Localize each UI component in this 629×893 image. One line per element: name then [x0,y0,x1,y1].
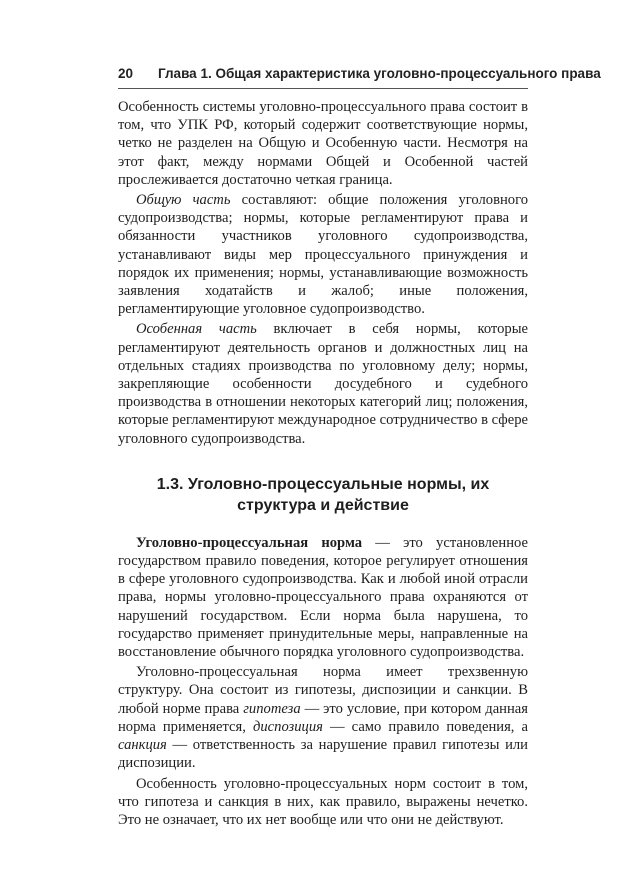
body-text [118,98,528,831]
term-norm: Уголовно-процессуальная норма [136,534,363,551]
running-head [118,66,601,82]
header-rule [118,88,528,89]
paragraph-norm-feature: Особенность уголовно-процессуальных норм состоит в том, что гипотеза и санкция в них, как правило, выражены нечетко. Это не означает, что их нет вообще или что они не действуют. [118,775,528,828]
term-hypothesis: гипотеза [243,700,301,717]
section-heading: 1.3. Уголовно-процессуальные нормы, их структура и действие [156,475,490,514]
term-sanction: санкция [118,737,167,754]
page-number: 20 [118,66,134,81]
structure-text-b: — это условие, при котором данная норма применяется, [118,700,528,735]
paragraph-norm-definition [118,534,528,661]
term-general-part: Общую часть [136,192,231,209]
paragraph-norm-structure [118,663,528,772]
paragraph-system-feature: Особенность системы уголовно-процессуального права состоит в том, что УПК РФ, который содержит соответствующие нормы, четко не разделен на Общую и Особенную части. Несмотря на этот факт, между нормами Общей и Особенной частей прослеживается достаточно четкая граница. [118,99,528,188]
paragraph-special-part [118,320,528,447]
general-part-text: составляют: общие положения уголовного судопроизводства; нормы, которые регламентируют права и обязанности участников уголовного судопроизводства, устанавливают виды мер процессуального принуждения и порядок их применения; нормы, устанавливающие возможность заявления ходатайств и жалоб; иные положения, регламентирующие уголовное судопроизводство. [118,192,528,318]
chapter-title: Глава 1. Общая характеристика уголовно-процессуального права [158,66,601,81]
term-special-part: Особенная часть [136,321,257,338]
paragraph-general-part [118,191,528,318]
structure-text-c: — само правило поведения, а [322,718,528,735]
structure-text-a: Уголовно-процессуальная норма имеет трехзвенную структуру. Она состоит из гипотезы, диспозиции и санкции. В любой норме права [118,664,528,717]
special-part-text: включает в себя нормы, которые регламентируют деятельность органов и должностных лиц на отдельных стадиях производства по уголовному делу; нормы, закрепляющие особенности досудебного и судебного производства в отношении некоторых категорий лиц; положения, которые регламентируют международное сотрудничество в сфере уголовного судопроизводства. [118,321,528,447]
term-disposition: диспозиция [252,718,323,735]
structure-text-d: — ответственность за нарушение правил гипотезы или диспозиции. [118,737,528,772]
norm-definition-text: — это установленное государством правило поведения, которое регулирует отношения в сфере уголовного судопроизводства. Как и любой иной отрасли права, нормы уголовно-процессуального права охраняются от нарушений государством. Если норма была нарушена, то государство применяет принудительные меры, направленные на восстановление обычного порядка уголовного судопроизводства. [118,534,528,661]
